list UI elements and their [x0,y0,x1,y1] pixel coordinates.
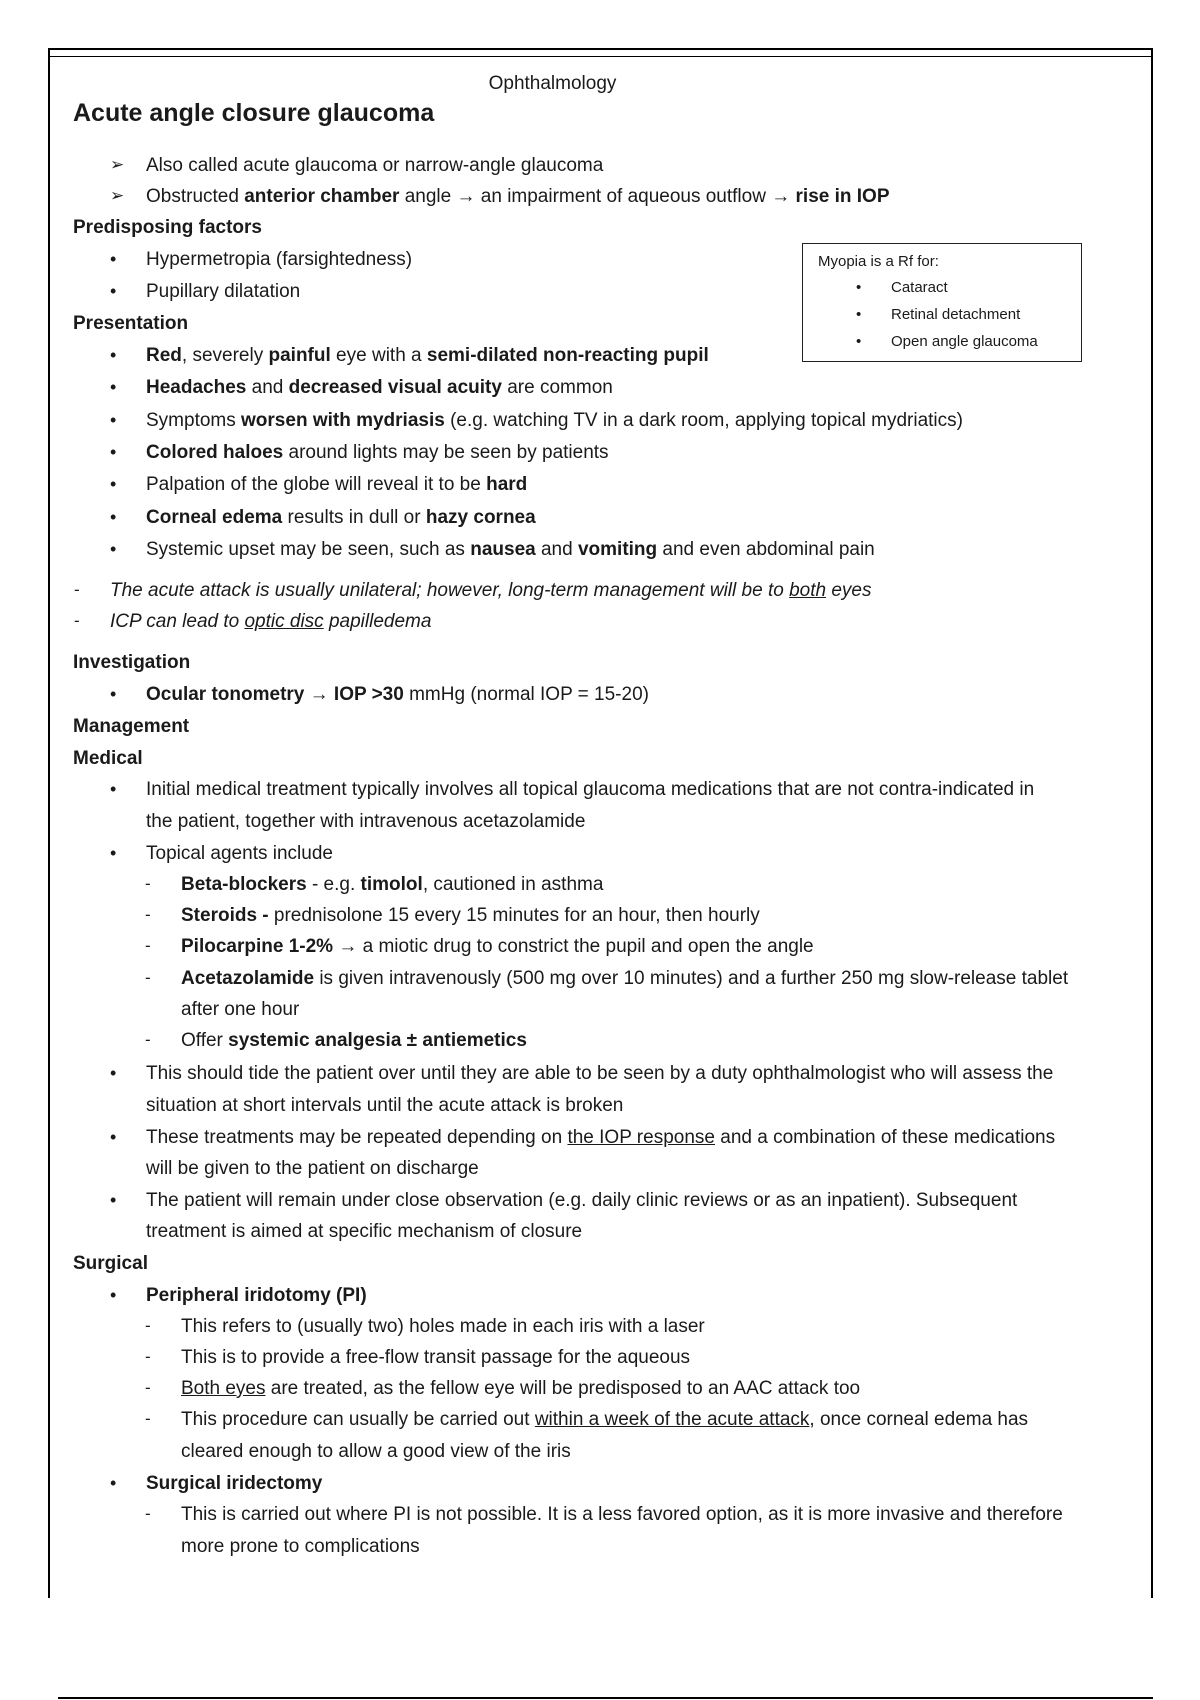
sub-item: Steroids - prednisolone 15 every 15 minutes for an hour, then hourly [181,905,760,926]
myopia-box-item: Retinal detachment [891,306,1021,323]
sub-item: Offer systemic analgesia ± antiemetics [181,1030,527,1051]
sub-item-continuation: more prone to complications [181,1536,420,1557]
dash-bullet: - [145,1030,151,1049]
sub-item: This refers to (usually two) holes made in each iris with a laser [181,1316,705,1337]
dash-bullet: - [145,1347,151,1366]
list-item: Red, severely painful eye with a semi-dilated non-reacting pupil [146,345,709,366]
dash-bullet: - [145,1378,151,1397]
bullet-icon: • [110,843,117,863]
dash-bullet: - [145,1504,151,1523]
sub-item: This procedure can usually be carried out within a week of the acute attack, once corneal edema has [181,1409,1029,1430]
bullet-icon: • [110,1285,117,1305]
bullet-icon: • [856,306,862,323]
bullet-icon: • [110,1473,117,1493]
list-item: These treatments may be repeated depending on the IOP response and a combination of these medications [146,1127,1056,1148]
myopia-box-item: Open angle glaucoma [891,333,1038,350]
list-item-continuation: treatment is aimed at specific mechanism of closure [146,1221,583,1242]
list-item: Palpation of the globe will reveal it to be hard [146,474,528,495]
arrow-bullet-icon: ➢ [110,186,125,205]
list-item: Symptoms worsen with mydriasis (e.g. watching TV in a dark room, applying topical mydriatics) [146,410,963,431]
bullet-icon: • [110,410,117,430]
sub-item: Acetazolamide is given intravenously (500 mg over 10 minutes) and a further 250 mg slow-release tablet [181,968,1069,989]
list-item: Topical agents include [146,843,333,864]
page-frame-top-inner [48,56,1153,57]
page-bottom-rule [58,1697,1153,1699]
bullet-icon: • [110,684,117,704]
bullet-icon: • [110,1063,117,1083]
dash-bullet: - [145,905,151,924]
dash-bullet: - [145,968,151,987]
dash-bullet: - [74,580,80,599]
list-item-continuation: situation at short intervals until the acute attack is broken [146,1095,624,1116]
dash-bullet: - [145,936,151,955]
bullet-icon: • [856,279,862,296]
dash-bullet: - [74,611,80,630]
bullet-icon: • [110,442,117,462]
section-heading-predisposing: Predisposing factors [73,217,262,238]
sub-item-continuation: cleared enough to allow a good view of the iris [181,1441,571,1462]
sub-item: This is carried out where PI is not possible. It is a less favored option, as it is more invasive and therefore [181,1504,1063,1525]
subheading-surgical: Surgical [73,1253,148,1274]
note-item: The acute attack is usually unilateral; however, long-term management will be to both eyes [110,580,872,601]
list-item: Peripheral iridotomy (PI) [146,1285,367,1306]
sub-item: Beta-blockers - e.g. timolol, cautioned in asthma [181,874,604,895]
list-item: Ocular tonometry → IOP >30 mmHg (normal IOP = 15-20) [146,684,649,705]
list-item-continuation: the patient, together with intravenous acetazolamide [146,811,586,832]
sub-item: Both eyes are treated, as the fellow eye will be predisposed to an AAC attack too [181,1378,861,1399]
list-item: Systemic upset may be seen, such as nausea and vomiting and even abdominal pain [146,539,875,560]
sub-item: This is to provide a free-flow transit passage for the aqueous [181,1347,691,1368]
list-item: This should tide the patient over until they are able to be seen by a duty ophthalmologist who will assess the [146,1063,1054,1084]
subheading-medical: Medical [73,748,143,769]
bullet-icon: • [110,249,117,269]
list-item-continuation: will be given to the patient on discharge [146,1158,479,1179]
page-frame-top [48,48,1153,50]
arrow-bullet-icon: ➢ [110,155,125,174]
bullet-icon: • [110,474,117,494]
bullet-icon: • [110,1127,117,1147]
list-item: Initial medical treatment typically involves all topical glaucoma medications that are not contra-indicated in [146,779,1035,800]
dash-bullet: - [145,1316,151,1335]
bullet-icon: • [110,507,117,527]
list-item: Corneal edema results in dull or hazy cornea [146,507,536,528]
intro-item: Also called acute glaucoma or narrow-angle glaucoma [146,155,604,176]
dash-bullet: - [145,1409,151,1428]
bullet-icon: • [110,377,117,397]
list-item: Pupillary dilatation [146,281,301,302]
page-title: Acute angle closure glaucoma [73,99,435,127]
dash-bullet: - [145,874,151,893]
section-heading-management: Management [73,716,190,737]
myopia-note-box [802,243,1082,362]
list-item: Colored haloes around lights may be seen by patients [146,442,609,463]
bullet-icon: • [110,345,117,365]
intro-item: Obstructed anterior chamber angle → an impairment of aqueous outflow → rise in IOP [146,186,890,207]
list-item: The patient will remain under close observation (e.g. daily clinic reviews or as an inpatient). Subsequent [146,1190,1018,1211]
bullet-icon: • [110,779,117,799]
page-frame-left [48,48,50,1598]
section-heading-presentation: Presentation [73,313,189,334]
page-header: Ophthalmology [488,73,617,94]
bullet-icon: • [110,539,117,559]
list-item: Hypermetropia (farsightedness) [146,249,413,270]
list-item: Headaches and decreased visual acuity are common [146,377,613,398]
note-item: ICP can lead to optic disc papilledema [110,611,432,632]
myopia-box-title: Myopia is a Rf for: [818,253,939,270]
bullet-icon: • [110,281,117,301]
section-heading-investigation: Investigation [73,652,191,673]
sub-item: Pilocarpine 1-2% → a miotic drug to constrict the pupil and open the angle [181,936,814,957]
page-frame-right [1151,48,1153,1598]
bullet-icon: • [110,1190,117,1210]
myopia-box-item: Cataract [891,279,948,296]
bullet-icon: • [856,333,862,350]
list-item: Surgical iridectomy [146,1473,323,1494]
sub-item-continuation: after one hour [181,999,300,1020]
